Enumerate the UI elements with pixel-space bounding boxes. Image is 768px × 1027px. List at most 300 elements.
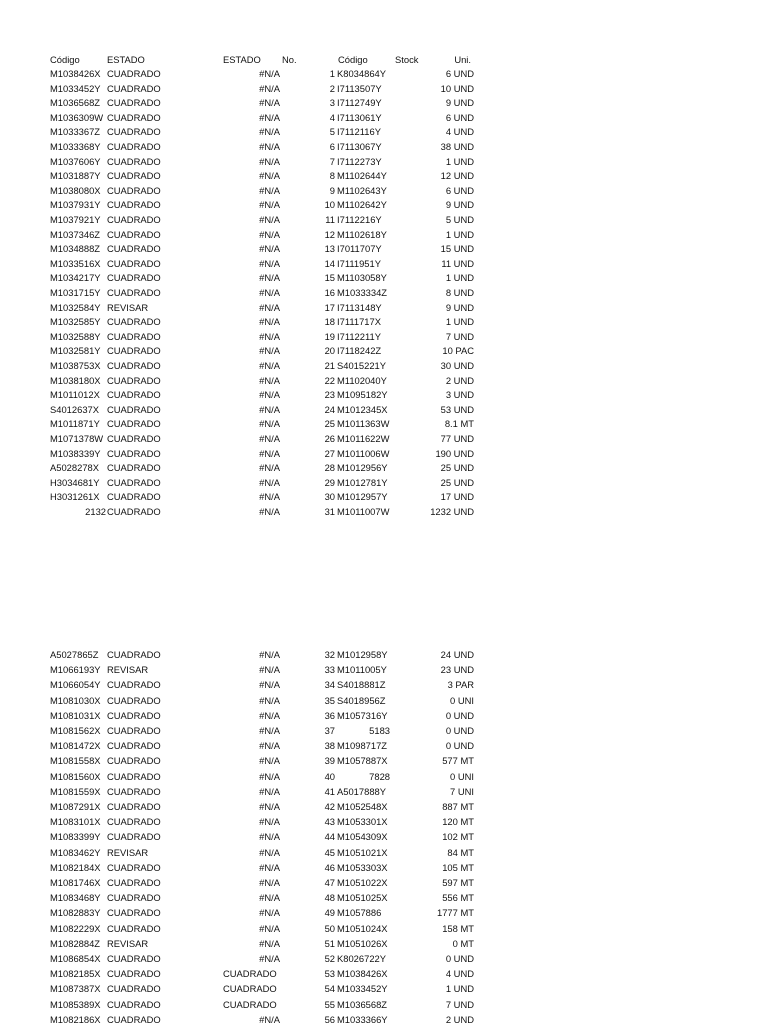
cell-estado-2: #N/A bbox=[259, 755, 280, 767]
table-row bbox=[0, 891, 768, 905]
cell-uni: 24 UND bbox=[440, 649, 474, 660]
cell-codigo: M1033367Z bbox=[50, 126, 101, 138]
cell-estado-2: #N/A bbox=[259, 141, 280, 152]
table-row bbox=[0, 1013, 768, 1027]
cell-estado: CUADRADO bbox=[107, 68, 161, 79]
cell-estado: REVISAR bbox=[107, 301, 149, 313]
table-row bbox=[0, 96, 768, 110]
cell-no: 21 bbox=[324, 360, 335, 371]
cell-estado: REVISAR bbox=[107, 664, 149, 676]
cell-estado: CUADRADO bbox=[107, 374, 161, 386]
cell-no: 16 bbox=[324, 287, 335, 298]
cell-codigo: M1083399Y bbox=[50, 831, 101, 843]
cell-estado: CUADRADO bbox=[107, 770, 161, 782]
cell-uni: 3 UND bbox=[445, 389, 474, 401]
cell-codigo-2: M1012958Y bbox=[337, 649, 388, 660]
cell-codigo-2: I7112216Y bbox=[337, 214, 382, 225]
cell-estado-2: #N/A bbox=[259, 214, 280, 225]
table-row bbox=[0, 490, 768, 504]
table-row bbox=[0, 830, 768, 844]
table-row bbox=[0, 140, 768, 154]
cell-estado-2: #N/A bbox=[259, 403, 280, 415]
cell-codigo: M1083101X bbox=[50, 816, 101, 828]
table-row bbox=[0, 461, 768, 475]
cell-uni: 30 UND bbox=[440, 360, 474, 371]
cell-estado-2: #N/A bbox=[259, 272, 280, 284]
table-row bbox=[0, 982, 768, 996]
cell-codigo-2: 7828 bbox=[369, 770, 390, 782]
table-row bbox=[0, 800, 768, 814]
cell-estado: CUADRADO bbox=[107, 801, 161, 812]
table-row bbox=[0, 724, 768, 738]
cell-codigo-2: K8034864Y bbox=[337, 68, 387, 79]
cell-codigo: M1082229X bbox=[50, 922, 101, 934]
cell-codigo: M1081746X bbox=[50, 877, 101, 888]
cell-no: 2 bbox=[329, 82, 335, 94]
cell-estado: CUADRADO bbox=[107, 953, 161, 964]
cell-estado-2: #N/A bbox=[259, 345, 280, 357]
cell-no: 41 bbox=[324, 785, 335, 797]
cell-uni: 120 MT bbox=[442, 816, 474, 828]
cell-estado-2: #N/A bbox=[259, 816, 280, 828]
cell-uni: 0 UND bbox=[445, 740, 474, 752]
cell-no: 10 bbox=[324, 199, 335, 211]
cell-estado: CUADRADO bbox=[107, 126, 161, 138]
cell-codigo: M1032588Y bbox=[50, 330, 101, 342]
table-row bbox=[0, 432, 768, 446]
cell-uni: 25 UND bbox=[440, 476, 474, 488]
cell-estado: CUADRADO bbox=[107, 184, 161, 196]
cell-codigo-2: M1011363W bbox=[337, 418, 390, 430]
cell-codigo-2: S4018881Z bbox=[337, 679, 386, 691]
cell-codigo-2: M1011007W bbox=[337, 506, 390, 517]
cell-uni: 10 UND bbox=[440, 82, 474, 94]
cell-codigo: M1066193Y bbox=[50, 664, 101, 676]
table-row bbox=[0, 228, 768, 242]
cell-estado-2: #N/A bbox=[259, 462, 280, 474]
cell-codigo-2: M1051024X bbox=[337, 922, 388, 934]
cell-estado-2: #N/A bbox=[259, 937, 280, 949]
cell-no: 56 bbox=[324, 1013, 335, 1025]
cell-codigo: M1032581Y bbox=[50, 345, 101, 357]
cell-uni: 1 UND bbox=[445, 155, 474, 167]
cell-no: 49 bbox=[324, 907, 335, 919]
cell-estado: CUADRADO bbox=[107, 506, 161, 517]
cell-no: 8 bbox=[329, 170, 335, 182]
cell-estado: CUADRADO bbox=[107, 755, 161, 767]
cell-no: 30 bbox=[324, 491, 335, 503]
cell-codigo-2: M1053301X bbox=[337, 816, 388, 828]
cell-estado: CUADRADO bbox=[107, 785, 161, 797]
cell-estado-2: #N/A bbox=[259, 877, 280, 888]
table-row bbox=[0, 937, 768, 951]
cell-codigo: M1033516X bbox=[50, 257, 101, 269]
cell-estado-2: #N/A bbox=[259, 184, 280, 196]
cell-no: 37 bbox=[324, 725, 335, 736]
cell-uni: 3 PAR bbox=[447, 679, 474, 691]
cell-estado: CUADRADO bbox=[107, 316, 161, 328]
cell-codigo: M1034217Y bbox=[50, 272, 101, 284]
cell-codigo-2: I7118242Z bbox=[337, 345, 382, 357]
cell-no: 25 bbox=[324, 418, 335, 430]
cell-uni: 6 UND bbox=[445, 111, 474, 123]
table-row bbox=[0, 82, 768, 96]
cell-codigo: M1081558X bbox=[50, 755, 101, 767]
cell-estado-2: #N/A bbox=[259, 433, 280, 444]
cell-codigo: M1038080X bbox=[50, 184, 101, 196]
cell-codigo-2: I7111951Y bbox=[337, 257, 381, 269]
cell-uni: 556 MT bbox=[442, 892, 474, 904]
cell-codigo: M1081031X bbox=[50, 709, 101, 721]
table-row bbox=[0, 876, 768, 890]
table-row bbox=[0, 663, 768, 677]
cell-estado-2: #N/A bbox=[259, 922, 280, 934]
cell-no: 43 bbox=[324, 816, 335, 828]
cell-codigo-2: M1011006W bbox=[337, 447, 390, 459]
cell-no: 27 bbox=[324, 447, 335, 459]
cell-uni: 0 UND bbox=[445, 725, 474, 736]
cell-estado-2: #N/A bbox=[259, 287, 280, 298]
cell-estado: CUADRADO bbox=[107, 418, 161, 430]
cell-uni: 6 UND bbox=[445, 68, 474, 79]
table-row bbox=[0, 286, 768, 300]
cell-estado: CUADRADO bbox=[107, 389, 161, 401]
cell-estado-2: #N/A bbox=[259, 228, 280, 240]
header-uni: Uni. bbox=[454, 54, 471, 65]
cell-no: 20 bbox=[324, 345, 335, 357]
cell-estado: CUADRADO bbox=[107, 462, 161, 474]
cell-codigo-2: M1012957Y bbox=[337, 491, 388, 503]
cell-uni: 25 UND bbox=[440, 462, 474, 474]
table-row bbox=[0, 359, 768, 373]
cell-codigo-2: M1102040Y bbox=[337, 374, 387, 386]
cell-codigo-2: 5183 bbox=[369, 725, 390, 736]
cell-codigo-2: M1103058Y bbox=[337, 272, 387, 284]
cell-estado-2: #N/A bbox=[259, 389, 280, 401]
table-row bbox=[0, 213, 768, 227]
cell-codigo-2: M1033452Y bbox=[337, 983, 388, 995]
cell-codigo: M1082185X bbox=[50, 968, 101, 980]
cell-uni: 1 UND bbox=[445, 983, 474, 995]
cell-codigo-2: M1033334Z bbox=[337, 287, 388, 298]
cell-estado: CUADRADO bbox=[107, 360, 161, 371]
cell-codigo: M1081030X bbox=[50, 694, 101, 706]
cell-estado-2: #N/A bbox=[259, 861, 280, 873]
cell-uni: 0 UND bbox=[445, 709, 474, 721]
cell-estado: CUADRADO bbox=[107, 111, 161, 123]
cell-uni: 105 MT bbox=[442, 861, 474, 873]
cell-estado: CUADRADO bbox=[107, 199, 161, 211]
cell-codigo-2: A5017888Y bbox=[337, 785, 387, 797]
cell-estado: CUADRADO bbox=[107, 345, 161, 357]
table-row bbox=[0, 906, 768, 920]
cell-estado-2: #N/A bbox=[259, 301, 280, 313]
cell-estado-2: #N/A bbox=[259, 111, 280, 123]
cell-uni: 1 UND bbox=[445, 228, 474, 240]
header-codigo-2: Código bbox=[338, 54, 368, 65]
cell-uni: 1 UND bbox=[445, 316, 474, 328]
cell-estado-2: #N/A bbox=[259, 846, 280, 858]
cell-codigo: M1037921Y bbox=[50, 214, 101, 225]
cell-no: 51 bbox=[324, 937, 335, 949]
cell-codigo: M1032584Y bbox=[50, 301, 101, 313]
cell-uni: 158 MT bbox=[442, 922, 474, 934]
cell-estado-2: #N/A bbox=[259, 82, 280, 94]
cell-estado-2: #N/A bbox=[259, 694, 280, 706]
cell-codigo-2: I7113507Y bbox=[337, 82, 382, 94]
cell-no: 53 bbox=[324, 968, 335, 980]
cell-estado: CUADRADO bbox=[107, 287, 161, 298]
cell-estado: REVISAR bbox=[107, 846, 149, 858]
table-row bbox=[0, 271, 768, 285]
cell-estado: CUADRADO bbox=[107, 740, 161, 752]
cell-estado-2: CUADRADO bbox=[223, 968, 277, 980]
cell-codigo: H3031261X bbox=[50, 491, 100, 503]
cell-codigo-2: M1033366Y bbox=[337, 1013, 388, 1025]
cell-no: 13 bbox=[324, 243, 335, 255]
cell-codigo-2: I7113067Y bbox=[337, 141, 382, 152]
table-row bbox=[0, 967, 768, 981]
cell-uni: 8.1 MT bbox=[444, 418, 474, 430]
cell-estado: CUADRADO bbox=[107, 861, 161, 873]
cell-uni: 1 UND bbox=[445, 272, 474, 284]
cell-no: 32 bbox=[324, 649, 335, 660]
cell-estado-2: #N/A bbox=[259, 360, 280, 371]
header-row bbox=[0, 53, 768, 67]
cell-uni: 7 UNI bbox=[450, 785, 474, 797]
cell-codigo-2: S4018956Z bbox=[337, 694, 386, 706]
cell-no: 9 bbox=[329, 184, 335, 196]
cell-no: 15 bbox=[324, 272, 335, 284]
table-row bbox=[0, 301, 768, 315]
cell-codigo-2: M1012781Y bbox=[337, 476, 388, 488]
cell-uni: 0 UNI bbox=[450, 770, 474, 782]
cell-codigo: S4012637X bbox=[50, 403, 100, 415]
cell-estado: CUADRADO bbox=[107, 922, 161, 934]
cell-no: 48 bbox=[324, 892, 335, 904]
cell-estado: CUADRADO bbox=[107, 649, 161, 660]
cell-codigo-2: M1012956Y bbox=[337, 462, 388, 474]
cell-estado: CUADRADO bbox=[107, 97, 161, 109]
cell-codigo: M1036568Z bbox=[50, 97, 101, 109]
cell-estado-2: #N/A bbox=[259, 1013, 280, 1025]
cell-estado: CUADRADO bbox=[107, 968, 161, 980]
cell-no: 46 bbox=[324, 861, 335, 873]
cell-codigo-2: M1011622W bbox=[337, 433, 390, 444]
cell-codigo-2: I7112273Y bbox=[337, 155, 382, 167]
table-row bbox=[0, 694, 768, 708]
cell-estado: CUADRADO bbox=[107, 403, 161, 415]
cell-uni: 2 UND bbox=[445, 374, 474, 386]
header-estado: ESTADO bbox=[107, 54, 145, 65]
cell-no: 11 bbox=[325, 214, 335, 225]
cell-no: 24 bbox=[324, 403, 335, 415]
table-row bbox=[0, 388, 768, 402]
cell-estado: CUADRADO bbox=[107, 877, 161, 888]
cell-estado: CUADRADO bbox=[107, 272, 161, 284]
cell-codigo: M1038339Y bbox=[50, 447, 101, 459]
cell-codigo: H3034681Y bbox=[50, 476, 100, 488]
cell-estado-2: #N/A bbox=[259, 831, 280, 843]
cell-estado-2: #N/A bbox=[259, 316, 280, 328]
table-row bbox=[0, 111, 768, 125]
cell-codigo: M1038426X bbox=[50, 68, 101, 79]
table-row bbox=[0, 184, 768, 198]
cell-estado-2: #N/A bbox=[259, 68, 280, 79]
cell-codigo: M1071378W bbox=[50, 433, 104, 444]
table-row bbox=[0, 815, 768, 829]
cell-no: 3 bbox=[329, 97, 335, 109]
cell-uni: 5 UND bbox=[445, 214, 474, 225]
cell-uni: 9 UND bbox=[445, 199, 474, 211]
cell-estado-2: #N/A bbox=[259, 476, 280, 488]
table-row bbox=[0, 447, 768, 461]
cell-codigo: M1081562X bbox=[50, 725, 101, 736]
cell-no: 55 bbox=[324, 998, 335, 1010]
cell-codigo: M1086854X bbox=[50, 953, 101, 964]
cell-codigo-2: M1051022X bbox=[337, 877, 388, 888]
cell-estado-2: #N/A bbox=[259, 126, 280, 138]
cell-no: 23 bbox=[324, 389, 335, 401]
cell-estado: CUADRADO bbox=[107, 1013, 161, 1025]
cell-codigo: M1038753X bbox=[50, 360, 101, 371]
cell-estado-2: #N/A bbox=[259, 374, 280, 386]
cell-uni: 10 PAC bbox=[442, 345, 474, 357]
cell-estado: CUADRADO bbox=[107, 214, 161, 225]
cell-uni: 1777 MT bbox=[437, 907, 474, 919]
cell-estado-2: #N/A bbox=[259, 506, 280, 517]
cell-codigo: M1085389X bbox=[50, 998, 101, 1010]
table-row bbox=[0, 952, 768, 966]
cell-no: 33 bbox=[324, 664, 335, 676]
cell-codigo: M1033452Y bbox=[50, 82, 101, 94]
header-estado-2: ESTADO bbox=[223, 54, 261, 65]
cell-codigo-2: M1054309X bbox=[337, 831, 388, 843]
cell-codigo: M1011012X bbox=[50, 389, 100, 401]
cell-codigo-2: M1051026X bbox=[337, 937, 388, 949]
cell-uni: 0 UND bbox=[445, 953, 474, 964]
cell-uni: 190 UND bbox=[435, 447, 474, 459]
cell-estado: CUADRADO bbox=[107, 257, 161, 269]
cell-codigo-2: M1052548X bbox=[337, 801, 388, 812]
cell-codigo-2: I7112211Y bbox=[337, 330, 381, 342]
cell-codigo-2: M1012345X bbox=[337, 403, 388, 415]
cell-estado: CUADRADO bbox=[107, 679, 161, 691]
cell-codigo-2: I7113148Y bbox=[337, 301, 382, 313]
cell-estado-2: #N/A bbox=[259, 725, 280, 736]
cell-uni: 11 UND bbox=[441, 257, 474, 269]
cell-codigo-2: K8026722Y bbox=[337, 953, 387, 964]
cell-codigo: M1082186X bbox=[50, 1013, 101, 1025]
cell-uni: 2 UND bbox=[445, 1013, 474, 1025]
table-row bbox=[0, 678, 768, 692]
cell-no: 6 bbox=[329, 141, 335, 152]
cell-estado-2: #N/A bbox=[259, 97, 280, 109]
cell-estado-2: #N/A bbox=[259, 709, 280, 721]
cell-no: 40 bbox=[324, 770, 335, 782]
cell-estado: CUADRADO bbox=[107, 141, 161, 152]
cell-codigo: M1037931Y bbox=[50, 199, 101, 211]
cell-estado-2: #N/A bbox=[259, 740, 280, 752]
cell-uni: 77 UND bbox=[440, 433, 474, 444]
cell-estado: CUADRADO bbox=[107, 709, 161, 721]
cell-codigo-2: I7111717X bbox=[337, 316, 381, 328]
cell-codigo: M1037606Y bbox=[50, 155, 101, 167]
cell-estado: CUADRADO bbox=[107, 476, 161, 488]
cell-estado-2: #N/A bbox=[259, 257, 280, 269]
cell-estado-2: #N/A bbox=[259, 953, 280, 964]
table-row bbox=[0, 739, 768, 753]
cell-no: 47 bbox=[324, 877, 335, 888]
cell-estado: CUADRADO bbox=[107, 694, 161, 706]
cell-codigo-2: M1095182Y bbox=[337, 389, 388, 401]
cell-estado-2: #N/A bbox=[259, 155, 280, 167]
cell-uni: 15 UND bbox=[440, 243, 474, 255]
cell-no: 42 bbox=[324, 801, 335, 812]
cell-codigo-2: M1102644Y bbox=[337, 170, 387, 182]
cell-uni: 84 MT bbox=[447, 846, 474, 858]
cell-codigo: M1066054Y bbox=[50, 679, 101, 691]
cell-codigo: M1031715Y bbox=[50, 287, 101, 298]
cell-codigo: M1036309W bbox=[50, 111, 104, 123]
cell-estado-2: #N/A bbox=[259, 199, 280, 211]
cell-estado: CUADRADO bbox=[107, 907, 161, 919]
cell-estado-2: #N/A bbox=[259, 785, 280, 797]
cell-codigo: M1083462Y bbox=[50, 846, 101, 858]
cell-codigo: M1082883Y bbox=[50, 907, 101, 919]
cell-codigo-2: M1053303X bbox=[337, 861, 388, 873]
table-row bbox=[0, 785, 768, 799]
cell-no: 17 bbox=[324, 301, 335, 313]
cell-codigo: M1081472X bbox=[50, 740, 101, 752]
cell-codigo: M1032585Y bbox=[50, 316, 101, 328]
cell-codigo: 2132 bbox=[85, 506, 106, 517]
cell-codigo: M1083468Y bbox=[50, 892, 101, 904]
cell-no: 52 bbox=[324, 953, 335, 964]
table-row bbox=[0, 315, 768, 329]
table-row bbox=[0, 198, 768, 212]
cell-uni: 7 UND bbox=[445, 330, 474, 342]
cell-estado: CUADRADO bbox=[107, 892, 161, 904]
cell-estado: CUADRADO bbox=[107, 831, 161, 843]
table-row bbox=[0, 242, 768, 256]
cell-codigo: M1081559X bbox=[50, 785, 101, 797]
cell-estado-2: #N/A bbox=[259, 770, 280, 782]
cell-no: 44 bbox=[324, 831, 335, 843]
cell-uni: 53 UND bbox=[440, 403, 474, 415]
cell-estado-2: CUADRADO bbox=[223, 983, 277, 995]
cell-codigo-2: M1102643Y bbox=[337, 184, 387, 196]
header-codigo: Código bbox=[50, 54, 80, 65]
cell-codigo-2: M1011005Y bbox=[337, 664, 387, 676]
cell-codigo: M1037346Z bbox=[50, 228, 101, 240]
table-row bbox=[0, 998, 768, 1012]
cell-estado: CUADRADO bbox=[107, 155, 161, 167]
cell-no: 7 bbox=[329, 155, 335, 167]
cell-uni: 0 UNI bbox=[450, 694, 474, 706]
cell-estado-2: #N/A bbox=[259, 170, 280, 182]
table-row bbox=[0, 67, 768, 81]
cell-codigo-2: M1036568Z bbox=[337, 998, 388, 1010]
cell-no: 26 bbox=[324, 433, 335, 444]
cell-no: 28 bbox=[324, 462, 335, 474]
cell-codigo: M1034888Z bbox=[50, 243, 101, 255]
cell-estado: CUADRADO bbox=[107, 243, 161, 255]
cell-no: 38 bbox=[324, 740, 335, 752]
table-row bbox=[0, 770, 768, 784]
table-row bbox=[0, 505, 768, 519]
cell-estado-2: CUADRADO bbox=[223, 998, 277, 1010]
